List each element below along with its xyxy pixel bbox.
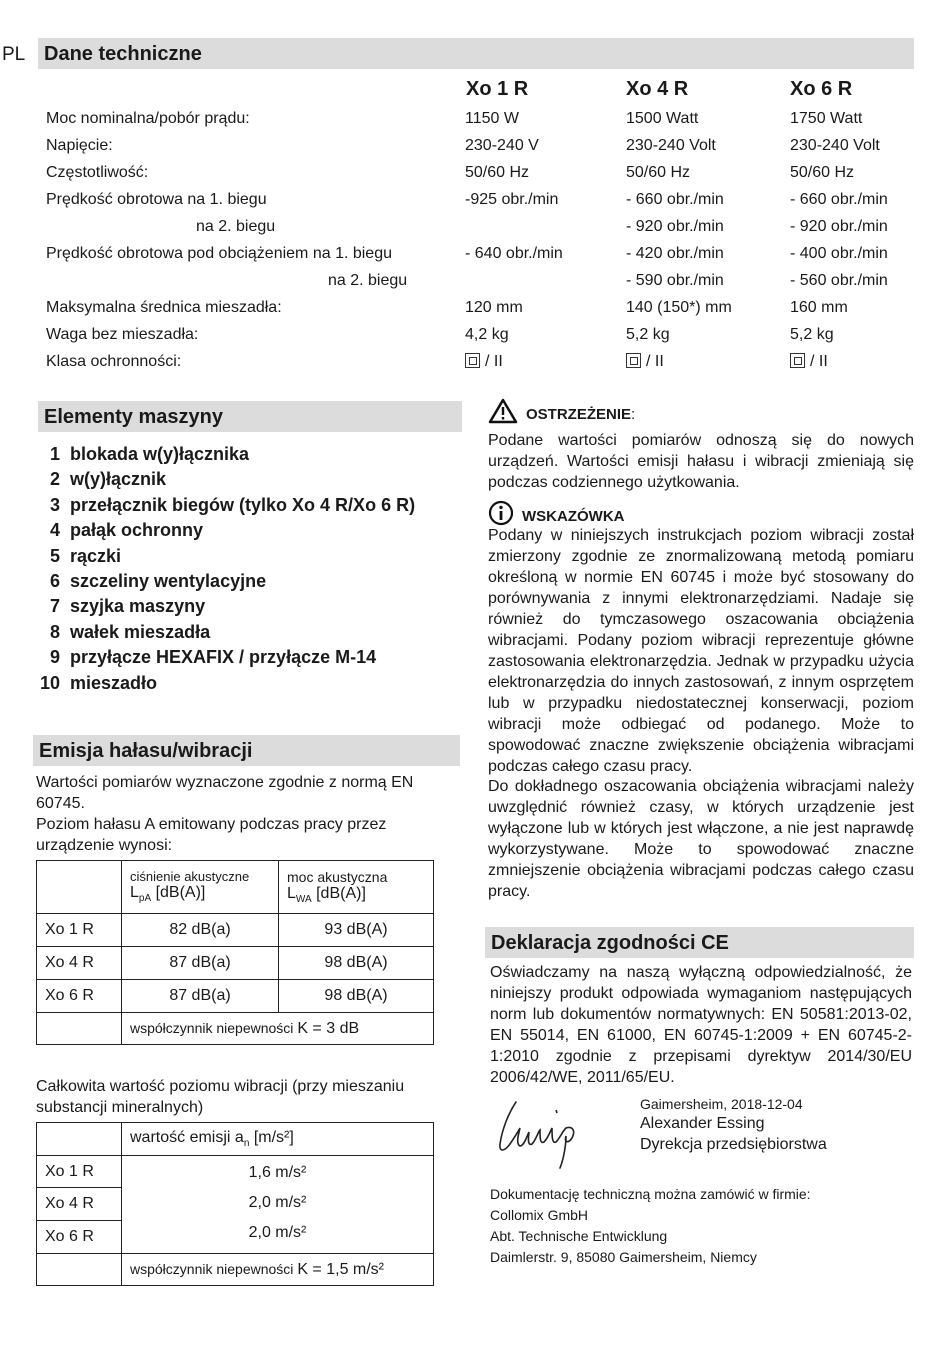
spec-value: 5,2 kg bbox=[790, 326, 834, 343]
noise-pressure-value: 87 dB(a) bbox=[122, 980, 279, 1013]
element-label: rączki bbox=[70, 545, 122, 566]
ce-text: Oświadczamy na naszą wyłączną odpowiedzialność, że niniejszy produkt odpowiada wymaganiom następujących norm lub dokumentów normatywnych: EN 50581:2013-02, EN 55014, EN 61000, EN 60745-1:2009 + EN 60745-2-1:2010 zgodnie z przepisami dyrektyw 2014/30/EU 2006/42/WE, 2011/65/EU. bbox=[490, 964, 912, 1086]
spec-value bbox=[790, 348, 828, 375]
spec-value: 50/60 Hz bbox=[465, 164, 530, 181]
protection-class-icon bbox=[790, 353, 805, 368]
vibration-header-sub: n bbox=[243, 1138, 250, 1150]
noise-header-power-sub: WA bbox=[295, 894, 312, 906]
noise-k-cell bbox=[122, 1013, 434, 1045]
warning-heading bbox=[488, 398, 635, 428]
element-label: przyłącze HEXAFIX / przyłącze M-14 bbox=[70, 647, 377, 668]
spec-value: - 590 obr./min bbox=[626, 272, 724, 289]
spec-value: 230-240 Volt bbox=[626, 137, 716, 154]
element-number: 7 bbox=[49, 596, 60, 617]
list-item bbox=[36, 594, 415, 619]
element-label: w(y)łącznik bbox=[70, 469, 167, 490]
vibration-k-cell bbox=[122, 1254, 434, 1286]
protection-class-icon bbox=[626, 353, 641, 368]
spec-value: 50/60 Hz bbox=[790, 164, 855, 181]
spec-value: 120 mm bbox=[465, 299, 523, 316]
vibration-value: 2,0 m/s² bbox=[248, 1224, 307, 1241]
ce-signer-role: Dyrekcja przedsiębiorstwa bbox=[640, 1136, 827, 1153]
table-row bbox=[37, 914, 434, 947]
model-header-1: Xo 1 R bbox=[466, 78, 529, 100]
ce-place-date: Gaimersheim, 2018-12-04 bbox=[640, 1096, 803, 1112]
noise-header-power bbox=[279, 861, 434, 914]
noise-table bbox=[36, 860, 434, 1045]
vibration-header-label: wartość emisji a bbox=[130, 1128, 244, 1146]
vibration-intro: Całkowita wartość poziomu wibracji (przy mieszaniu substancji mineralnych) bbox=[36, 1078, 405, 1116]
spec-value bbox=[626, 348, 664, 375]
element-label: szczeliny wentylacyjne bbox=[70, 570, 267, 591]
spec-value-text: / II bbox=[646, 353, 664, 370]
spec-value: - 640 obr./min bbox=[465, 245, 563, 262]
spec-value: -925 obr./min bbox=[465, 191, 559, 208]
element-label: pałąk ochronny bbox=[70, 520, 204, 541]
spec-value: - 920 obr./min bbox=[790, 218, 888, 235]
spec-label: Częstotliwość: bbox=[46, 164, 149, 181]
doc-line: Collomix GmbH bbox=[490, 1207, 589, 1223]
list-item bbox=[36, 569, 415, 594]
element-label: mieszadło bbox=[70, 672, 158, 693]
element-label: wałek mieszadła bbox=[70, 621, 211, 642]
noise-model: Xo 1 R bbox=[37, 914, 122, 947]
noise-header-pressure-unit: [dB(A)] bbox=[151, 884, 206, 901]
section-title-tech bbox=[38, 38, 914, 69]
vibration-model: Xo 6 R bbox=[37, 1221, 122, 1254]
spec-label: Napięcie: bbox=[46, 137, 113, 154]
ce-title: Deklaracja zgodności CE bbox=[491, 932, 729, 954]
element-number: 4 bbox=[49, 520, 60, 541]
spec-value: 160 mm bbox=[790, 299, 848, 316]
tech-title: Dane techniczne bbox=[44, 43, 202, 65]
noise-k-corner bbox=[37, 1013, 122, 1045]
model-header-2: Xo 4 R bbox=[626, 78, 689, 100]
noise-header-pressure-symbol: L bbox=[130, 884, 139, 901]
spec-value: 1150 W bbox=[465, 110, 519, 127]
element-number: 9 bbox=[49, 647, 60, 668]
vibration-k-label: współczynnik niepewności bbox=[130, 1260, 298, 1277]
elements-title: Elementy maszyny bbox=[44, 406, 223, 428]
noise-power-value: 98 dB(A) bbox=[279, 980, 434, 1013]
noise-power-value: 98 dB(A) bbox=[279, 947, 434, 980]
spec-label: Moc nominalna/pobór prądu: bbox=[46, 110, 250, 127]
spec-value: 1500 Watt bbox=[626, 110, 699, 127]
noise-model: Xo 6 R bbox=[37, 980, 122, 1013]
vibration-table-corner bbox=[37, 1123, 122, 1156]
list-item bbox=[36, 442, 415, 467]
element-number: 10 bbox=[39, 672, 60, 693]
element-number: 1 bbox=[49, 444, 60, 464]
elements-list bbox=[36, 442, 415, 696]
spec-value: 230-240 Volt bbox=[790, 137, 880, 154]
spec-value: - 420 obr./min bbox=[626, 245, 724, 262]
noise-power-value: 93 dB(A) bbox=[279, 914, 434, 947]
noise-pressure-value: 87 dB(a) bbox=[122, 947, 279, 980]
spec-value: - 400 obr./min bbox=[790, 245, 888, 262]
documentation-address bbox=[490, 1184, 811, 1268]
language-code: PL bbox=[2, 44, 26, 65]
spec-value: 5,2 kg bbox=[626, 326, 670, 343]
spec-value: - 660 obr./min bbox=[790, 191, 888, 208]
spec-label: na 2. biegu bbox=[328, 272, 408, 289]
noise-table-corner bbox=[37, 861, 122, 914]
spec-value bbox=[465, 348, 503, 375]
signature bbox=[494, 1092, 590, 1179]
model-header-3: Xo 6 R bbox=[790, 78, 853, 100]
vibration-table bbox=[36, 1122, 434, 1286]
noise-header-power-symbol: L bbox=[287, 885, 296, 902]
noise-header-pressure-label: ciśnienie akustyczne bbox=[130, 869, 250, 884]
spec-value: 1750 Watt bbox=[790, 110, 863, 127]
spec-value: 4,2 kg bbox=[465, 326, 509, 343]
warning-colon: : bbox=[631, 406, 636, 423]
section-title-elements bbox=[38, 401, 462, 432]
element-label: blokada w(y)łącznika bbox=[70, 444, 250, 464]
list-item bbox=[36, 620, 415, 645]
vibration-model: Xo 4 R bbox=[37, 1188, 122, 1221]
noise-k-label: współczynnik niepewności bbox=[130, 1019, 298, 1036]
element-number: 3 bbox=[49, 494, 60, 515]
noise-header-power-unit: [dB(A)] bbox=[311, 885, 366, 902]
list-item bbox=[36, 493, 415, 518]
spec-value: 50/60 Hz bbox=[626, 164, 691, 181]
spec-label: na 2. biegu bbox=[196, 218, 276, 235]
noise-model: Xo 4 R bbox=[37, 947, 122, 980]
noise-k-value: K = 3 dB bbox=[297, 1019, 360, 1037]
spec-value: 140 (150*) mm bbox=[626, 299, 732, 316]
note-text-1: Podany w niniejszych instrukcjach poziom wibracji został zmierzony zgodnie ze znormalizowaną metodą pomiaru określoną w normie EN 60745 i może być stosowany do porównywania z innymi elektronarzędziami. Nadaje się również do tymczasowego oszacowania obciążenia wibracjami. Podany poziom wibracji reprezentuje główne zastosowania elektronarzędzia. Jednak w przypadku użycia elektronarzędzia do innych zastosowań, z innym osprzętem lub w przypadku niedostatecznej konserwacji, poziom wibracji może odbiegać od podanego. Może to spowodować znaczne zwiększenie obciążenia wibracjami podczas całego czasu pracy. bbox=[488, 527, 914, 775]
noise-header-pressure-sub: pA bbox=[138, 893, 152, 905]
vibration-model: Xo 1 R bbox=[37, 1156, 122, 1188]
ce-signer-name: Alexander Essing bbox=[640, 1115, 765, 1132]
doc-line: Dokumentację techniczną można zamówić w firmie: bbox=[490, 1186, 811, 1202]
doc-line: Daimlerstr. 9, 85080 Gaimersheim, Niemcy bbox=[490, 1249, 757, 1265]
warning-title: OSTRZEŻENIE bbox=[526, 406, 632, 423]
note-title: WSKAZÓWKA bbox=[522, 508, 625, 525]
doc-line: Abt. Technische Entwicklung bbox=[490, 1228, 668, 1244]
list-item bbox=[36, 544, 415, 569]
list-item bbox=[36, 645, 415, 670]
spec-label: Waga bez mieszadła: bbox=[46, 326, 199, 343]
element-number: 2 bbox=[49, 469, 60, 490]
spec-label: Klasa ochronności: bbox=[46, 353, 182, 370]
vibration-header-unit: [m/s²] bbox=[249, 1128, 294, 1146]
protection-class-icon bbox=[465, 353, 480, 368]
spec-value: 230-240 V bbox=[465, 137, 539, 154]
noise-header-power-label: moc akustyczna bbox=[287, 869, 388, 885]
emission-intro-2: Poziom hałasu A emitowany podczas pracy przez urządzenie wynosi: bbox=[36, 816, 387, 854]
vibration-values-cell bbox=[122, 1156, 434, 1254]
section-title-emission bbox=[33, 735, 460, 766]
spec-value: - 920 obr./min bbox=[626, 218, 724, 235]
section-title-ce bbox=[485, 927, 914, 958]
spec-value: - 660 obr./min bbox=[626, 191, 724, 208]
list-item bbox=[36, 467, 415, 492]
vibration-header bbox=[122, 1123, 434, 1156]
table-row bbox=[37, 947, 434, 980]
element-number: 5 bbox=[49, 545, 60, 566]
spec-label: Prędkość obrotowa pod obciążeniem na 1. biegu bbox=[46, 245, 392, 262]
vibration-k-corner bbox=[37, 1254, 122, 1286]
vibration-value: 1,6 m/s² bbox=[248, 1164, 307, 1181]
vibration-k-value: K = 1,5 m/s² bbox=[297, 1260, 385, 1278]
emission-intro-1: Wartości pomiarów wyznaczone zgodnie z normą EN 60745. bbox=[36, 774, 414, 812]
element-label: szyjka maszyny bbox=[70, 596, 206, 617]
emission-title: Emisja hałasu/wibracji bbox=[39, 740, 253, 762]
spec-label: Prędkość obrotowa na 1. biegu bbox=[46, 191, 267, 208]
element-number: 6 bbox=[49, 570, 60, 591]
element-number: 8 bbox=[49, 621, 60, 642]
spec-value-text: / II bbox=[810, 353, 828, 370]
spec-label: Maksymalna średnica mieszadła: bbox=[46, 299, 282, 316]
element-label: przełącznik biegów (tylko Xo 4 R/Xo 6 R) bbox=[70, 494, 416, 515]
table-row bbox=[37, 980, 434, 1013]
spec-value-text: / II bbox=[485, 353, 503, 370]
note-text-2: Do dokładnego oszacowania obciążenia wibracjami należy uwzględnić również czasy, w których urządzenie jest wyłączone lub w których jest włączone, a nie jest naprawdę wykorzystywane. Może to spowodować znaczne zmniejszenie obciążenia wibracjami podczas całego czasu pracy. bbox=[488, 778, 914, 900]
noise-header-pressure bbox=[122, 861, 279, 914]
vibration-value: 2,0 m/s² bbox=[248, 1194, 307, 1211]
list-item bbox=[36, 671, 415, 696]
list-item bbox=[36, 518, 415, 543]
warning-triangle-icon bbox=[488, 398, 518, 428]
noise-pressure-value: 82 dB(a) bbox=[122, 914, 279, 947]
warning-text: Podane wartości pomiarów odnoszą się do nowych urządzeń. Wartości emisji hałasu i wibracji zmieniają się podczas codziennego użytkowania. bbox=[488, 432, 914, 491]
spec-value: - 560 obr./min bbox=[790, 272, 888, 289]
